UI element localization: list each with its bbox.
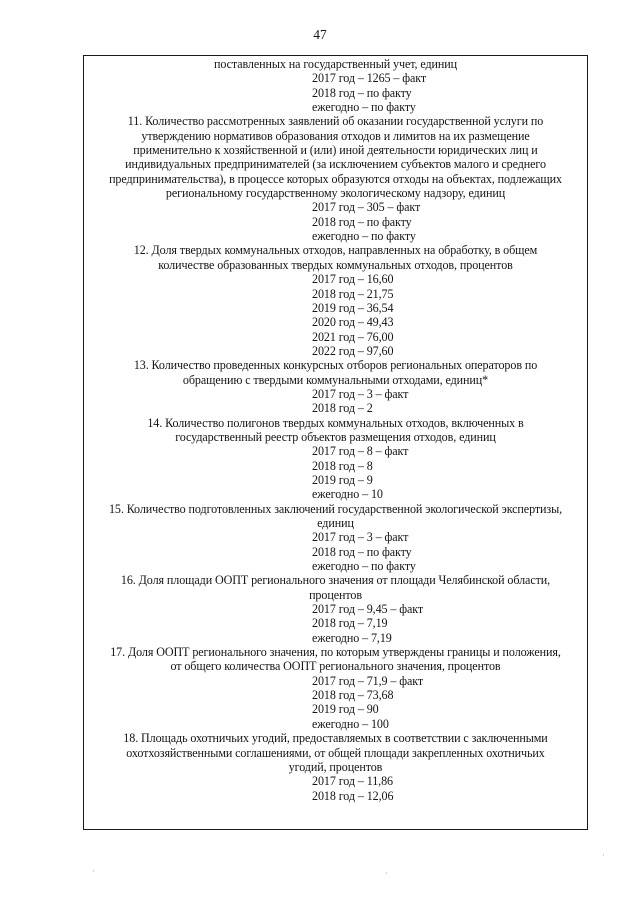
- indicator-value-line: 2017 год – 305 – факт: [312, 200, 421, 215]
- indicator-text-line: угодий, процентов: [288, 759, 383, 774]
- indicator-value-line: 2018 год – 12,06: [312, 788, 394, 803]
- indicator-value-line: ежегодно – по факту: [312, 559, 416, 574]
- indicator-text-line: утверждению нормативов образования отходов и лимитов на их размещение: [141, 128, 530, 143]
- indicator-text-line: поставленных на государственный учет, единиц: [213, 57, 457, 71]
- indicator-value-line: 2022 год – 97,60: [312, 343, 394, 358]
- indicator-value-line: 2017 год – 71,9 – факт: [312, 673, 424, 688]
- document-table-cell: [83, 55, 588, 830]
- indicator-value-line: 2018 год – 2: [312, 401, 373, 416]
- indicator-value-line: 2021 год – 76,00: [312, 329, 394, 344]
- indicator-value-line: 2017 год – 3 – факт: [312, 386, 409, 401]
- indicator-value-line: 2018 год – по факту: [312, 544, 412, 559]
- indicator-text-line: 15. Количество подготовленных заключений государственной экологической экспертизы,: [108, 501, 563, 516]
- indicator-value-line: ежегодно – 10: [312, 487, 383, 502]
- indicator-text-line: предпринимательства), в процессе которых образуются отходы на объектах, подлежащих: [109, 171, 562, 186]
- indicator-text-line: 18. Площадь охотничьих угодий, предоставляемых в соответствии с заключенными: [123, 731, 548, 746]
- indicator-value-line: 2017 год – 11,86: [312, 774, 393, 789]
- indicator-text-line: 16. Доля площади ООПТ регионального значения от площади Челябинской области,: [120, 573, 551, 588]
- indicator-value-line: ежегодно – по факту: [312, 229, 416, 244]
- indicator-text-line: 12. Доля твердых коммунальных отходов, направленных на обработку, в общем: [133, 243, 538, 258]
- indicator-value-line: 2017 год – 9,45 – факт: [312, 602, 424, 617]
- document-text-body: [84, 57, 587, 803]
- scan-artifact-mark: ·: [92, 867, 95, 876]
- indicator-text-line: индивидуальных предпринимателей (за исключением субъектов малого и среднего: [125, 157, 546, 172]
- indicator-value-line: 2018 год – 73,68: [312, 688, 394, 703]
- indicator-text-line: охотхозяйственными соглашениями, от общей площади закрепленных охотничьих: [126, 745, 545, 760]
- indicator-value-line: ежегодно – 100: [312, 716, 389, 731]
- indicator-text-line: 13. Количество проведенных конкурсных отборов региональных операторов по: [133, 358, 538, 373]
- indicator-value-line: 2018 год – 21,75: [312, 286, 394, 301]
- indicator-text-line: 17. Доля ООПТ регионального значения, по которым утверждены границы и положения,: [110, 645, 561, 660]
- indicator-value-line: 2017 год – 1265 – факт: [312, 71, 427, 86]
- indicator-text-line: от общего количества ООПТ регионального значения, процентов: [170, 659, 501, 674]
- scan-artifact-mark: ·: [385, 869, 388, 878]
- indicator-value-line: 2018 год – по факту: [312, 214, 412, 229]
- indicator-value-line: 2019 год – 9: [312, 472, 373, 487]
- indicator-value-line: 2019 год – 36,54: [312, 300, 394, 315]
- indicator-value-line: 2017 год – 16,60: [312, 272, 394, 287]
- indicator-value-line: ежегодно – 7,19: [312, 630, 392, 645]
- indicator-text-line: государственный реестр объектов размещения отходов, единиц: [175, 429, 496, 444]
- indicator-text-line: 14. Количество полигонов твердых коммунальных отходов, включенных в: [147, 415, 524, 430]
- indicator-text-line: обращению с твердыми коммунальными отходами, единиц*: [182, 372, 489, 387]
- indicator-value-line: 2018 год – 7,19: [312, 616, 388, 631]
- scan-artifact-mark: ·: [602, 851, 605, 860]
- indicator-value-line: 2019 год – 90: [312, 702, 379, 717]
- indicator-text-line: единиц: [317, 516, 354, 530]
- page-number: 47: [313, 27, 327, 42]
- indicator-value-line: 2017 год – 8 – факт: [312, 444, 409, 459]
- indicator-text-line: количестве образованных твердых коммунальных отходов, процентов: [158, 257, 513, 272]
- indicator-value-line: 2017 год – 3 – факт: [312, 530, 409, 545]
- indicator-value-line: 2020 год – 49,43: [312, 315, 394, 330]
- indicator-text-line: региональному государственному экологическому надзору, единиц: [165, 186, 506, 201]
- indicator-text-line: 11. Количество рассмотренных заявлений об оказании государственной услуги по: [127, 114, 544, 129]
- indicator-value-line: ежегодно – по факту: [312, 100, 416, 115]
- indicator-value-line: 2018 год – 8: [312, 458, 373, 473]
- indicator-value-line: 2018 год – по факту: [312, 85, 412, 100]
- indicator-text-line: процентов: [309, 587, 362, 602]
- indicator-text-line: применительно к хозяйственной и (или) иной деятельности юридических лиц и: [133, 143, 538, 158]
